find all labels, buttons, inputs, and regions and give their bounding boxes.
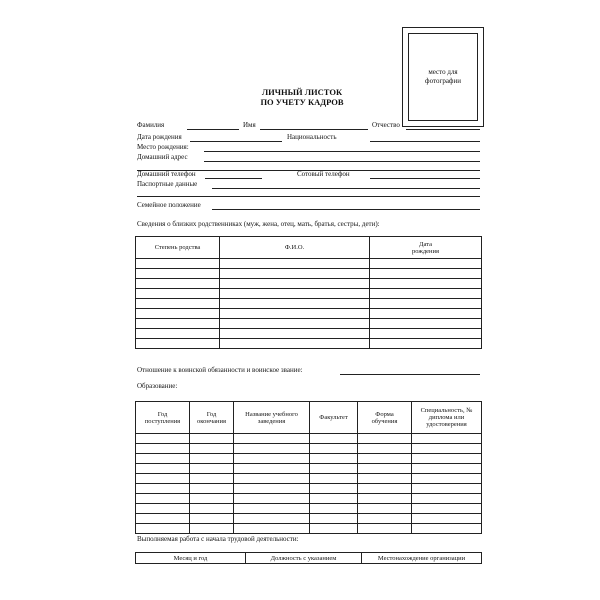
table-cell[interactable] xyxy=(136,504,190,514)
table-cell[interactable] xyxy=(136,464,190,474)
relatives-table xyxy=(135,236,482,349)
table-row xyxy=(136,514,482,524)
table-cell[interactable] xyxy=(190,434,234,444)
relatives-heading: Сведения о близких родственниках (муж, жена, отец, мать, братья, сестры, дети): xyxy=(137,220,380,228)
table-cell[interactable] xyxy=(370,329,482,339)
education-col-end-year-label: Год окончания xyxy=(197,410,226,425)
nationality-label: Национальность xyxy=(287,133,337,141)
table-cell[interactable] xyxy=(358,504,412,514)
education-header-row xyxy=(136,402,482,434)
patronymic-label: Отчество xyxy=(372,121,400,129)
table-cell[interactable] xyxy=(220,319,370,329)
table-cell[interactable] xyxy=(310,514,358,524)
table-cell[interactable] xyxy=(136,444,190,454)
table-cell[interactable] xyxy=(370,289,482,299)
home-phone-field[interactable] xyxy=(205,178,262,179)
table-cell[interactable] xyxy=(136,319,220,329)
marital-status-label: Семейное положение xyxy=(137,201,201,209)
table-cell[interactable] xyxy=(136,434,190,444)
relatives-col-relation: Степень родства xyxy=(136,237,220,259)
photo-placeholder xyxy=(408,33,478,121)
table-row xyxy=(136,329,482,339)
table-row xyxy=(136,434,482,444)
table-row xyxy=(136,319,482,329)
table-cell[interactable] xyxy=(358,524,412,534)
work-header-row xyxy=(136,553,482,564)
table-cell[interactable] xyxy=(310,454,358,464)
table-cell[interactable] xyxy=(412,524,482,534)
education-col-start-year xyxy=(136,402,190,434)
table-cell[interactable] xyxy=(310,434,358,444)
table-cell[interactable] xyxy=(310,504,358,514)
table-cell[interactable] xyxy=(136,299,220,309)
table-cell[interactable] xyxy=(136,279,220,289)
education-heading: Образование: xyxy=(137,382,178,390)
mobile-phone-label: Сотовый телефон xyxy=(297,170,350,178)
photo-box xyxy=(402,27,484,127)
table-cell[interactable] xyxy=(136,474,190,484)
table-row xyxy=(136,269,482,279)
work-table xyxy=(135,552,482,564)
table-cell[interactable] xyxy=(310,494,358,504)
name-field[interactable] xyxy=(260,129,368,130)
table-cell[interactable] xyxy=(234,494,310,504)
form-title-line1: ЛИЧНЫЙ ЛИСТОК xyxy=(261,87,343,97)
table-cell[interactable] xyxy=(234,484,310,494)
table-cell[interactable] xyxy=(358,434,412,444)
table-cell[interactable] xyxy=(412,434,482,444)
table-cell[interactable] xyxy=(234,524,310,534)
table-cell[interactable] xyxy=(358,484,412,494)
table-cell[interactable] xyxy=(220,329,370,339)
education-col-institution xyxy=(234,402,310,434)
military-label: Отношение к воинской обязанности и воинское звание: xyxy=(137,366,303,374)
table-row xyxy=(136,504,482,514)
table-cell[interactable] xyxy=(136,259,220,269)
home-phone-label: Домашний телефон xyxy=(137,170,196,178)
relatives-col-name: Ф.И.О. xyxy=(220,237,370,259)
table-cell[interactable] xyxy=(234,454,310,464)
education-col-end-year xyxy=(190,402,234,434)
relatives-header-row xyxy=(136,237,482,259)
table-row xyxy=(136,444,482,454)
table-cell[interactable] xyxy=(358,514,412,524)
table-cell[interactable] xyxy=(370,309,482,319)
table-cell[interactable] xyxy=(220,259,370,269)
education-col-form xyxy=(358,402,412,434)
table-row xyxy=(136,299,482,309)
table-row xyxy=(136,494,482,504)
table-cell[interactable] xyxy=(412,444,482,454)
table-cell[interactable] xyxy=(358,454,412,464)
military-field[interactable] xyxy=(340,374,480,375)
table-cell[interactable] xyxy=(220,309,370,319)
education-col-diploma xyxy=(412,402,482,434)
table-cell[interactable] xyxy=(358,474,412,484)
passport-extra-line[interactable] xyxy=(137,196,480,197)
table-row xyxy=(136,339,482,349)
table-cell[interactable] xyxy=(234,474,310,484)
name-label: Имя xyxy=(243,121,256,129)
passport-field[interactable] xyxy=(212,188,480,189)
table-cell[interactable] xyxy=(358,464,412,474)
table-cell[interactable] xyxy=(190,524,234,534)
education-col-institution-label: Название учебного заведения xyxy=(245,410,298,425)
photo-label: место для фотографии xyxy=(425,68,461,85)
table-cell[interactable] xyxy=(234,464,310,474)
table-cell[interactable] xyxy=(370,339,482,349)
table-row xyxy=(136,454,482,464)
table-cell[interactable] xyxy=(370,299,482,309)
education-col-start-year-label: Год поступления xyxy=(144,410,181,425)
table-row xyxy=(136,524,482,534)
table-cell[interactable] xyxy=(136,484,190,494)
surname-label: Фамилия xyxy=(137,121,165,129)
table-cell[interactable] xyxy=(412,454,482,464)
table-cell[interactable] xyxy=(412,514,482,524)
birth-date-label: Дата рождения xyxy=(137,133,182,141)
table-row xyxy=(136,289,482,299)
birth-place-field[interactable] xyxy=(204,151,480,152)
birth-place-label: Место рождения: xyxy=(137,143,189,151)
table-cell[interactable] xyxy=(310,474,358,484)
table-row xyxy=(136,279,482,289)
table-cell[interactable] xyxy=(136,514,190,524)
table-cell[interactable] xyxy=(190,494,234,504)
table-cell[interactable] xyxy=(370,319,482,329)
table-cell[interactable] xyxy=(412,484,482,494)
table-cell[interactable] xyxy=(190,504,234,514)
table-cell[interactable] xyxy=(310,484,358,494)
table-cell[interactable] xyxy=(358,494,412,504)
table-cell[interactable] xyxy=(220,279,370,289)
table-cell[interactable] xyxy=(234,444,310,454)
table-row xyxy=(136,474,482,484)
table-cell[interactable] xyxy=(190,444,234,454)
table-cell[interactable] xyxy=(412,494,482,504)
education-col-form-label: Форма обучения xyxy=(371,410,398,425)
education-col-faculty: Факультет xyxy=(310,402,358,434)
work-heading: Выполняемая работа с начала трудовой деятельности: xyxy=(137,535,299,543)
table-cell[interactable] xyxy=(220,339,370,349)
nationality-field[interactable] xyxy=(370,141,480,142)
passport-label: Паспортные данные xyxy=(137,180,198,188)
table-row xyxy=(136,259,482,269)
table-cell[interactable] xyxy=(136,269,220,279)
home-address-label: Домашний адрес xyxy=(137,153,188,161)
table-cell[interactable] xyxy=(370,279,482,289)
table-cell[interactable] xyxy=(234,514,310,524)
table-cell[interactable] xyxy=(136,309,220,319)
marital-status-field[interactable] xyxy=(212,209,480,210)
table-cell[interactable] xyxy=(136,524,190,534)
work-col-location: Местонахождение организации xyxy=(362,553,482,564)
table-cell[interactable] xyxy=(136,454,190,464)
table-cell[interactable] xyxy=(190,474,234,484)
table-cell[interactable] xyxy=(190,514,234,524)
table-cell[interactable] xyxy=(220,269,370,279)
table-cell[interactable] xyxy=(358,444,412,454)
work-col-month-year: Месяц и год xyxy=(136,553,246,564)
table-row xyxy=(136,309,482,319)
surname-field[interactable] xyxy=(187,129,239,130)
table-cell[interactable] xyxy=(220,299,370,309)
table-cell[interactable] xyxy=(412,474,482,484)
table-cell[interactable] xyxy=(234,504,310,514)
home-address-field[interactable] xyxy=(204,161,480,162)
table-cell[interactable] xyxy=(370,259,482,269)
table-cell[interactable] xyxy=(310,444,358,454)
table-cell[interactable] xyxy=(190,464,234,474)
form-title-line2: ПО УЧЕТУ КАДРОВ xyxy=(260,97,344,107)
table-cell[interactable] xyxy=(136,339,220,349)
education-table xyxy=(135,401,482,534)
table-cell[interactable] xyxy=(370,269,482,279)
table-cell[interactable] xyxy=(136,494,190,504)
birth-date-field[interactable] xyxy=(190,141,282,142)
table-cell[interactable] xyxy=(190,454,234,464)
table-cell[interactable] xyxy=(220,289,370,299)
table-cell[interactable] xyxy=(136,289,220,299)
education-col-diploma-label: Специальность, № диплома или удостоверения xyxy=(420,407,473,428)
table-cell[interactable] xyxy=(310,464,358,474)
relatives-col-birthdate xyxy=(370,237,482,259)
table-row xyxy=(136,484,482,494)
table-cell[interactable] xyxy=(412,464,482,474)
table-cell[interactable] xyxy=(234,434,310,444)
table-cell[interactable] xyxy=(310,524,358,534)
table-row xyxy=(136,464,482,474)
work-col-position: Должность с указанием xyxy=(246,553,362,564)
mobile-phone-field[interactable] xyxy=(370,178,480,179)
table-cell[interactable] xyxy=(412,504,482,514)
table-cell[interactable] xyxy=(136,329,220,339)
table-cell[interactable] xyxy=(190,484,234,494)
patronymic-field[interactable] xyxy=(406,129,480,130)
relatives-col-birthdate-label: Дата рождения xyxy=(412,240,439,255)
